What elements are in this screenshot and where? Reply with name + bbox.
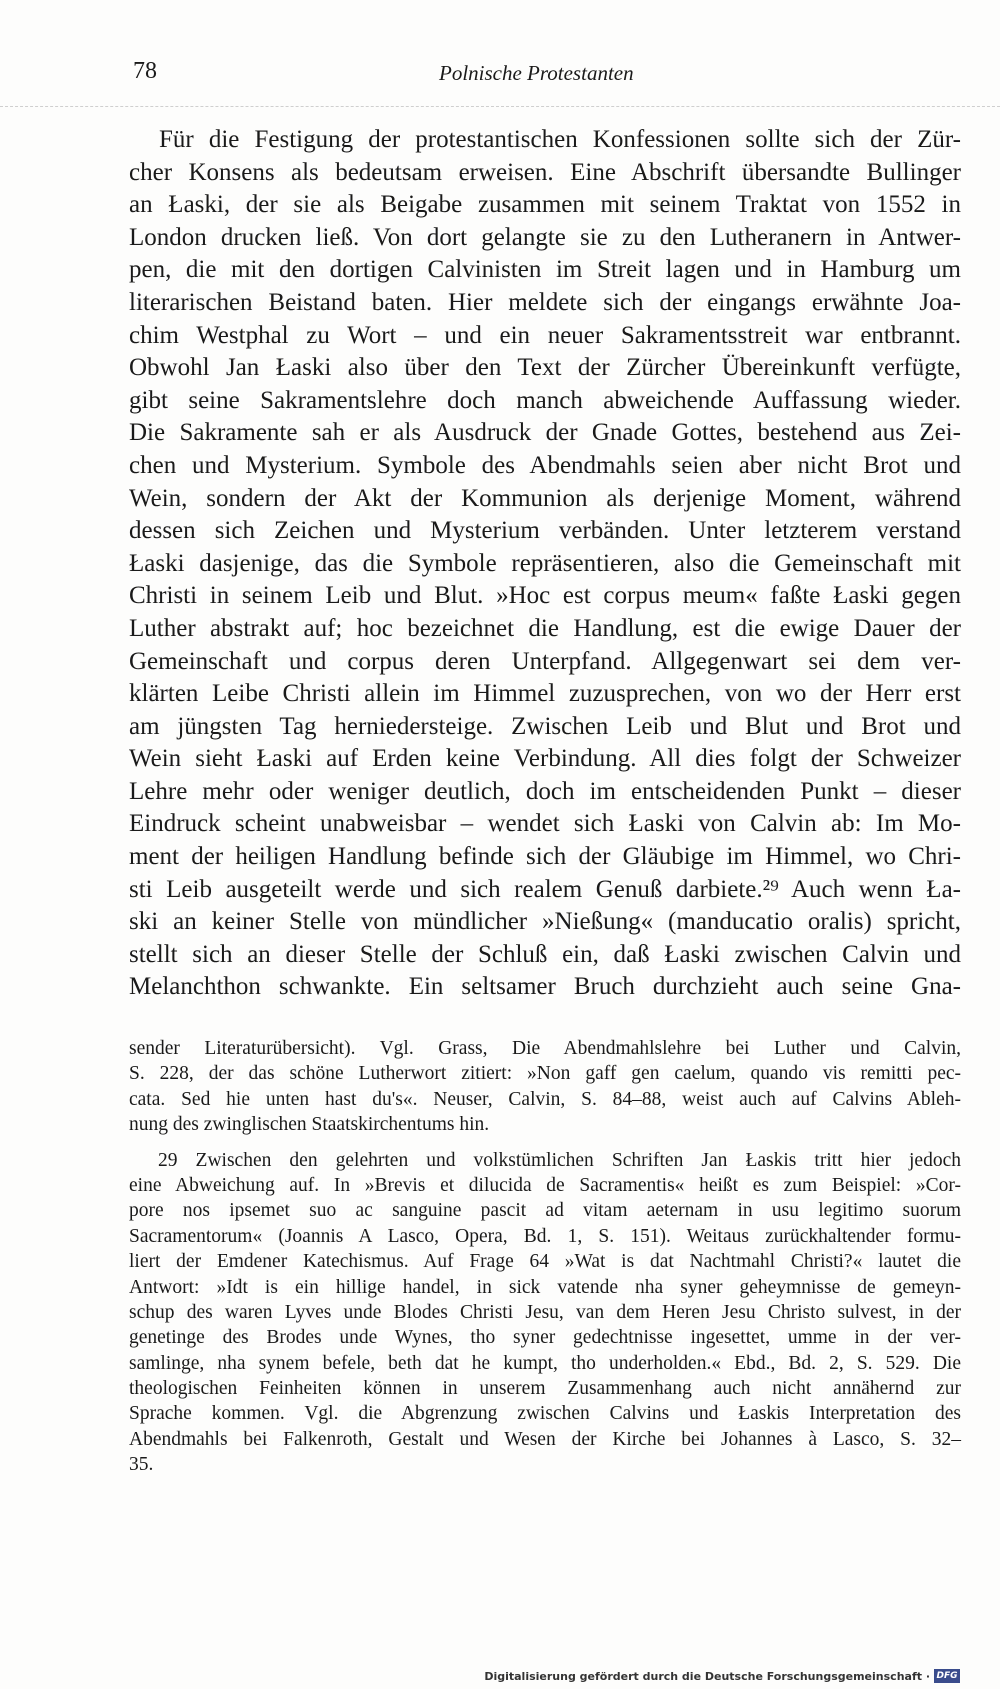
text-line: cher Konsens als bedeutsam erweisen. Eine Abschrift übersandte Bullinger [129,158,961,186]
footnote-line: genetinge des Brodes unde Wynes, tho syner gedechtnisse ingesettet, umme in der ver- [129,1327,961,1349]
footnote-gap [129,1138,961,1148]
dfg-logo: DFG [934,1669,960,1683]
footnote-line: samlinge, nha synem befele, beth dat he kumpt, tho underholden.« Ebd., Bd. 2, S. 529. Die [129,1352,961,1374]
footnote-line: Sacramentorum« (Joannis A Lasco, Opera, Bd. 1, S. 151). Weitaus zurückhaltender formu- [129,1225,961,1247]
footnote-line: Abendmahls bei Falkenroth, Gestalt und Wesen der Kirche bei Johannes à Lasco, S. 32– [129,1428,961,1450]
footnote-line: Sprache kommen. Vgl. die Abgrenzung zwischen Calvins und Łaskis Interpretation des [129,1403,961,1425]
text-line: Eindruck scheint unabweisbar – wendet sich Łaski von Calvin ab: Im Mo- [129,810,961,838]
text-line: klärten Leibe Christi allein im Himmel zuzusprechen, von wo der Herr erst [129,680,961,708]
text-line: ment der heiligen Handlung befinde sich der Gläubige im Himmel, wo Chri- [129,843,961,871]
footnote-line: liert der Emdener Katechismus. Auf Frage 64 »Wat is dat Nachtmahl Christi?« lautet die [129,1251,961,1273]
text-line: Christi in seinem Leib und Blut. »Hoc est corpus meum« faßte Łaski gegen [129,582,961,610]
page-header [133,58,663,92]
text-line: Die Sakramente sah er als Ausdruck der Gnade Gottes, bestehend aus Zei- [129,419,961,447]
text-line: gibt seine Sakramentslehre doch manch abweichende Auffassung wieder. [129,386,961,414]
text-line: Obwohl Jan Łaski also über den Text der Zürcher Übereinkunft verfügte, [129,354,961,382]
text-line: Łaski dasjenige, das die Symbole repräsentieren, also die Gemeinschaft mit [129,549,961,577]
footnote-line: 29 Zwischen den gelehrten und volkstümlichen Schriften Jan Łaskis tritt hier jedoch [158,1149,961,1171]
footnote-line: S. 228, der das schöne Lutherwort zitiert: »Non gaff gen caelum, quando vis remitti pec- [129,1063,961,1085]
footnote-line: Antwort: »Idt is ein hillige handel, in sick vatende nha syner geheymnisse de gemeyn- [129,1276,961,1298]
footnote-line: sender Literaturübersicht). Vgl. Grass, Die Abendmahlslehre bei Luther und Calvin, [129,1038,961,1059]
text-line: pen, die mit den dortigen Calvinisten im Streit lagen und in Hamburg um [129,256,961,284]
digitization-credit [484,1669,960,1683]
footnote-line: nung des zwinglischen Staatskirchentums hin. [129,1114,490,1136]
text-line: London drucken ließ. Von dort gelangte sie zu den Lutheranern in Antwer- [129,223,961,251]
text-line: literarischen Beistand baten. Hier meldete sich der eingangs erwähnte Joa- [129,288,961,316]
footnote-line: pore nos ipsemet suo ac sanguine pascit ad vitam aeternam in usu legitimo suorum [129,1200,961,1222]
text-line: chim Westphal zu Wort – und ein neuer Sakramentsstreit war entbrannt. [129,321,961,349]
text-line: an Łaski, der sie als Beigabe zusammen mit seinem Traktat von 1552 in [129,191,961,219]
running-head: Polnische Protestanten [439,61,634,85]
footnote-29 [129,1148,961,1478]
text-line: sti Leib ausgeteilt werde und sich realem Genuß darbiete.²⁹ Auch wenn Ła- [129,875,961,903]
footnotes [129,1036,961,1478]
text-line: Gemeinschaft und corpus deren Unterpfand. Allgegenwart sei dem ver- [129,647,961,675]
scan-artifact-rule [0,106,1000,107]
footnote-line: schup des waren Lyves unde Blodes Christi Jesu, van dem Heren Jesu Christo sulvest, in der [129,1301,961,1323]
main-text [129,124,961,1004]
text-line: Luther abstrakt auf; hoc bezeichnet die Handlung, est die ewige Dauer der [129,614,961,642]
footnote-line: 35. [129,1454,154,1476]
credit-text: Digitalisierung gefördert durch die Deutsche Forschungsgemeinschaft · [484,1669,930,1683]
footnote-line: cata. Sed hie unten hast du's«. Neuser, Calvin, S. 84–88, weist auch auf Calvins Ableh- [129,1088,961,1110]
text-line: ski an keiner Stelle von mündlicher »Nießung« (manducatio oralis) spricht, [129,908,961,936]
footnote-line: theologischen Feinheiten können in unserem Zusammenhang auch nicht annähernd zur [129,1378,961,1400]
text-line: Wein sieht Łaski auf Erden keine Verbindung. All dies folgt der Schweizer [129,745,961,773]
text-line: stellt sich an dieser Stelle der Schluß ein, daß Łaski zwischen Calvin und [129,940,961,968]
text-line: Für die Festigung der protestantischen Konfessionen sollte sich der Zür- [159,126,961,153]
text-line: Wein, sondern der Akt der Kommunion als derjenige Moment, während [129,484,961,512]
text-line: am jüngsten Tag herniedersteige. Zwischen Leib und Blut und Brot und [129,712,961,740]
text-line: chen und Mysterium. Symbole des Abendmahls seien aber nicht Brot und [129,451,961,479]
footnote-continuation [129,1036,961,1138]
text-line: dessen sich Zeichen und Mysterium verbänden. Unter letzterem verstand [129,517,961,545]
text-line: Melanchthon schwankte. Ein seltsamer Bruch durchzieht auch seine Gna- [129,973,961,1001]
text-line: Lehre mehr oder weniger deutlich, doch im entscheidenden Punkt – dieser [129,777,961,805]
page-number: 78 [133,58,157,84]
footnote-line: eine Abweichung auf. In »Brevis et dilucida de Sacramentis« heißt es zum Beispiel: »Cor- [129,1174,961,1196]
